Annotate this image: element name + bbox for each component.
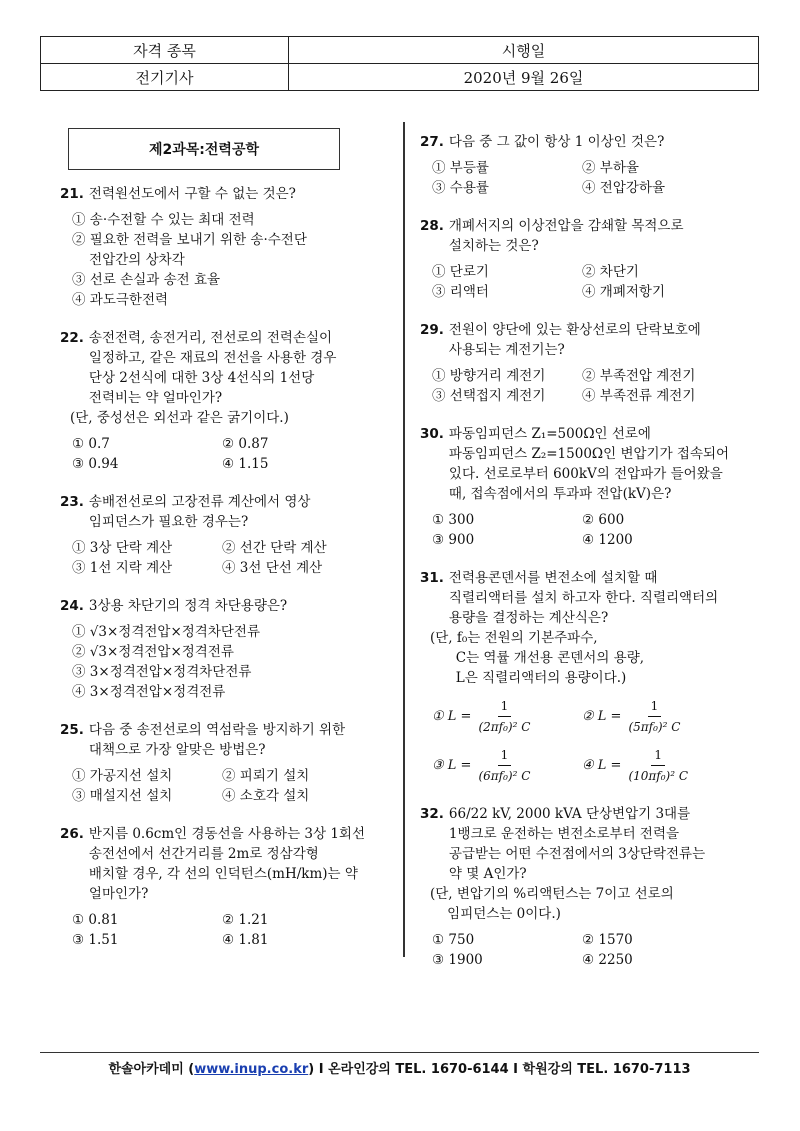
answer-option: ④ 1.15 <box>222 456 269 472</box>
option-list <box>72 210 390 310</box>
option-list <box>432 158 740 198</box>
option-list <box>432 510 740 550</box>
option-label: ④ L = <box>582 757 622 773</box>
option-list <box>432 696 740 786</box>
answer-option: ③ 선로 손실과 송전 효율 <box>72 272 221 288</box>
question-item <box>60 184 390 310</box>
fraction <box>475 745 533 786</box>
fraction-denominator: (10πf₀)² C <box>628 769 689 783</box>
footer-link[interactable]: www.inup.co.kr <box>194 1062 309 1077</box>
answer-option: ③ 리액터 <box>432 284 489 300</box>
question-number: 26. <box>60 826 84 842</box>
question-item <box>60 492 390 578</box>
answer-option: ③ 3×정격전압×정격차단전류 <box>72 664 252 680</box>
option-label: ② L = <box>582 708 622 724</box>
answer-option: ① 단로기 <box>432 264 489 280</box>
footer-divider <box>40 1052 759 1053</box>
fraction <box>625 745 691 786</box>
question-text: 반지름 0.6cm인 경동선을 사용하는 3상 1회선 송전선에서 선간거리를 2m로 정삼각형 배치할 경우, 각 선의 인덕턴스(mH/km)는 약 얼마인가? <box>88 826 366 902</box>
formula-option <box>582 696 732 737</box>
column-divider <box>403 122 405 957</box>
question-item <box>420 424 740 550</box>
question-text: 3상용 차단기의 정격 차단용량은? <box>88 598 288 614</box>
formula-option <box>432 696 582 737</box>
question-item <box>420 804 740 970</box>
question-head <box>60 824 390 904</box>
question-head <box>60 720 390 760</box>
option-list <box>432 930 740 970</box>
question-number: 29. <box>420 322 444 338</box>
answer-option: ③ 1선 지락 계산 <box>72 560 173 576</box>
answer-option: ③ 수용률 <box>432 180 489 196</box>
formula-option <box>582 745 732 786</box>
answer-option: ④ 전압강하율 <box>582 180 665 196</box>
answer-option: ④ 3선 단선 계산 <box>222 560 323 576</box>
answer-option: ③ 매설지선 설치 <box>72 788 173 804</box>
question-note: (단, f₀는 전원의 기본주파수, C는 역률 개선용 콘덴서의 용량, L은 직렬리액터의 용량이다.) <box>430 630 645 686</box>
answer-option: ② 1570 <box>582 932 633 948</box>
answer-option: ② 0.87 <box>222 436 269 452</box>
question-head <box>60 184 390 204</box>
date-label: 시행일 <box>288 37 758 64</box>
question-head <box>420 804 740 884</box>
answer-option: ④ 1200 <box>582 532 633 548</box>
question-number: 28. <box>420 218 444 234</box>
question-item <box>60 328 390 474</box>
answer-option: ③ 0.94 <box>72 456 119 472</box>
exam-header-table <box>40 36 759 91</box>
question-text: 전원이 양단에 있는 환상선로의 단락보호에 사용되는 계전기는? <box>448 322 701 358</box>
answer-option: ④ 2250 <box>582 952 633 968</box>
answer-option: ① 0.81 <box>72 912 119 928</box>
question-text: 전력원선도에서 구할 수 없는 것은? <box>88 186 296 202</box>
answer-option: ④ 1.81 <box>222 932 269 948</box>
question-text: 전력용콘덴서를 변전소에 설치할 때 직렬리액터를 설치 하고자 한다. 직렬리액터의 용량을 결정하는 계산식은? <box>448 570 719 626</box>
question-item <box>420 132 740 198</box>
fraction-numerator: 1 <box>648 696 662 717</box>
question-head <box>60 492 390 532</box>
question-note: (단, 변압기의 %리액턴스는 7이고 선로의 임피던스는 0이다.) <box>430 886 674 922</box>
answer-option: ① 0.7 <box>72 436 110 452</box>
option-list <box>72 766 390 806</box>
question-text: 파동임피던스 Z₁=500Ω인 선로에 파동임피던스 Z₂=1500Ω인 변압기가 접속되어 있다. 선로로부터 600kV의 전압파가 들어왔을 때, 접속점에서의 투과파 전압(kV)은? <box>448 426 730 502</box>
question-text: 개폐서지의 이상전압을 감쇄할 목적으로 설치하는 것은? <box>448 218 684 254</box>
question-number: 23. <box>60 494 84 510</box>
answer-option: ① 방향거리 계전기 <box>432 368 546 384</box>
answer-option: ① √3×정격전압×정격차단전류 <box>72 624 261 640</box>
date-value: 2020년 9월 26일 <box>288 64 758 91</box>
question-text: 다음 중 그 값이 항상 1 이상인 것은? <box>448 134 665 150</box>
answer-option: ① 750 <box>432 932 475 948</box>
option-list <box>72 538 390 578</box>
question-head <box>420 132 740 152</box>
answer-option: ② 부하율 <box>582 160 639 176</box>
question-head <box>420 216 740 256</box>
answer-option: ② 피뢰기 설치 <box>222 768 310 784</box>
fraction-denominator: (5πf₀)² C <box>628 720 681 734</box>
right-column <box>420 132 740 988</box>
answer-option: ② 1.21 <box>222 912 269 928</box>
question-number: 30. <box>420 426 444 442</box>
question-text: 송전전력, 송전거리, 전선로의 전력손실이 일정하고, 같은 재료의 전선을 사용한 경우 단상 2선식에 대한 3상 4선식의 1선당 전력비는 약 얼마인가? <box>88 330 337 406</box>
question-head <box>420 320 740 360</box>
question-text: 송배전선로의 고장전류 계산에서 영상 임피던스가 필요한 경우는? <box>88 494 311 530</box>
question-number: 27. <box>420 134 444 150</box>
fraction-denominator: (6πf₀)² C <box>478 769 531 783</box>
category-label: 자격 종목 <box>41 37 289 64</box>
question-note: (단, 중성선은 외선과 같은 굵기이다.) <box>70 410 289 426</box>
question-number: 32. <box>420 806 444 822</box>
fraction <box>475 696 533 737</box>
formula-option <box>432 745 582 786</box>
fraction-denominator: (2πf₀)² C <box>478 720 531 734</box>
question-number: 24. <box>60 598 84 614</box>
question-item <box>420 216 740 302</box>
option-label: ① L = <box>432 708 472 724</box>
question-item <box>420 568 740 786</box>
answer-option: ③ 1.51 <box>72 932 119 948</box>
answer-option: ② 선간 단락 계산 <box>222 540 327 556</box>
fraction-numerator: 1 <box>651 745 665 766</box>
question-item <box>60 720 390 806</box>
fraction-numerator: 1 <box>498 745 512 766</box>
left-column <box>60 128 390 968</box>
answer-option: ④ 개폐저항기 <box>582 284 665 300</box>
question-item <box>60 596 390 702</box>
question-number: 22. <box>60 330 84 346</box>
answer-option: ② √3×정격전압×정격전류 <box>72 644 234 660</box>
answer-option: ③ 900 <box>432 532 475 548</box>
answer-option: ① 송·수전할 수 있는 최대 전력 <box>72 212 255 228</box>
fraction <box>625 696 683 737</box>
answer-option: ④ 과도극한전력 <box>72 292 169 308</box>
footer <box>40 1058 759 1077</box>
question-item <box>60 824 390 950</box>
answer-option: ② 600 <box>582 512 625 528</box>
footer-contact: ) I 온라인강의 TEL. 1670-6144 I 학원강의 TEL. 1670-7113 <box>308 1062 691 1077</box>
answer-option: ② 차단기 <box>582 264 639 280</box>
option-list <box>432 366 740 406</box>
fraction-numerator: 1 <box>498 696 512 717</box>
option-list <box>72 910 390 950</box>
footer-brand: 한솔아카데미 ( <box>108 1062 195 1077</box>
question-text: 다음 중 송전선로의 역섬락을 방지하기 위한 대책으로 가장 알맞은 방법은? <box>88 722 346 758</box>
question-number: 25. <box>60 722 84 738</box>
answer-option: ① 가공지선 설치 <box>72 768 173 784</box>
answer-option: ④ 부족전류 계전기 <box>582 388 696 404</box>
answer-option: ④ 소호각 설치 <box>222 788 310 804</box>
question-head <box>420 568 740 628</box>
option-label: ③ L = <box>432 757 472 773</box>
question-item <box>420 320 740 406</box>
answer-option: ③ 1900 <box>432 952 483 968</box>
answer-option: ③ 선택접지 계전기 <box>432 388 546 404</box>
option-list <box>72 434 390 474</box>
answer-option: ① 부등률 <box>432 160 489 176</box>
question-head <box>60 596 390 616</box>
question-head <box>420 424 740 504</box>
answer-option: ② 부족전압 계전기 <box>582 368 696 384</box>
question-text: 66/22 kV, 2000 kVA 단상변압기 3대를 1뱅크로 운전하는 변전소로부터 전력을 공급받는 어떤 수전점에서의 3상단락전류는 약 몇 A인가? <box>448 806 706 882</box>
answer-option: ② 필요한 전력을 보내기 위한 송·수전단 전압간의 상차각 <box>72 232 307 268</box>
answer-option: ④ 3×정격전압×정격전류 <box>72 684 226 700</box>
question-number: 31. <box>420 570 444 586</box>
category-value: 전기기사 <box>41 64 289 91</box>
option-list <box>432 262 740 302</box>
answer-option: ① 300 <box>432 512 475 528</box>
question-number: 21. <box>60 186 84 202</box>
option-list <box>72 622 390 702</box>
question-head <box>60 328 390 408</box>
subject-title: 제2과목:전력공학 <box>68 128 340 170</box>
answer-option: ① 3상 단락 계산 <box>72 540 173 556</box>
